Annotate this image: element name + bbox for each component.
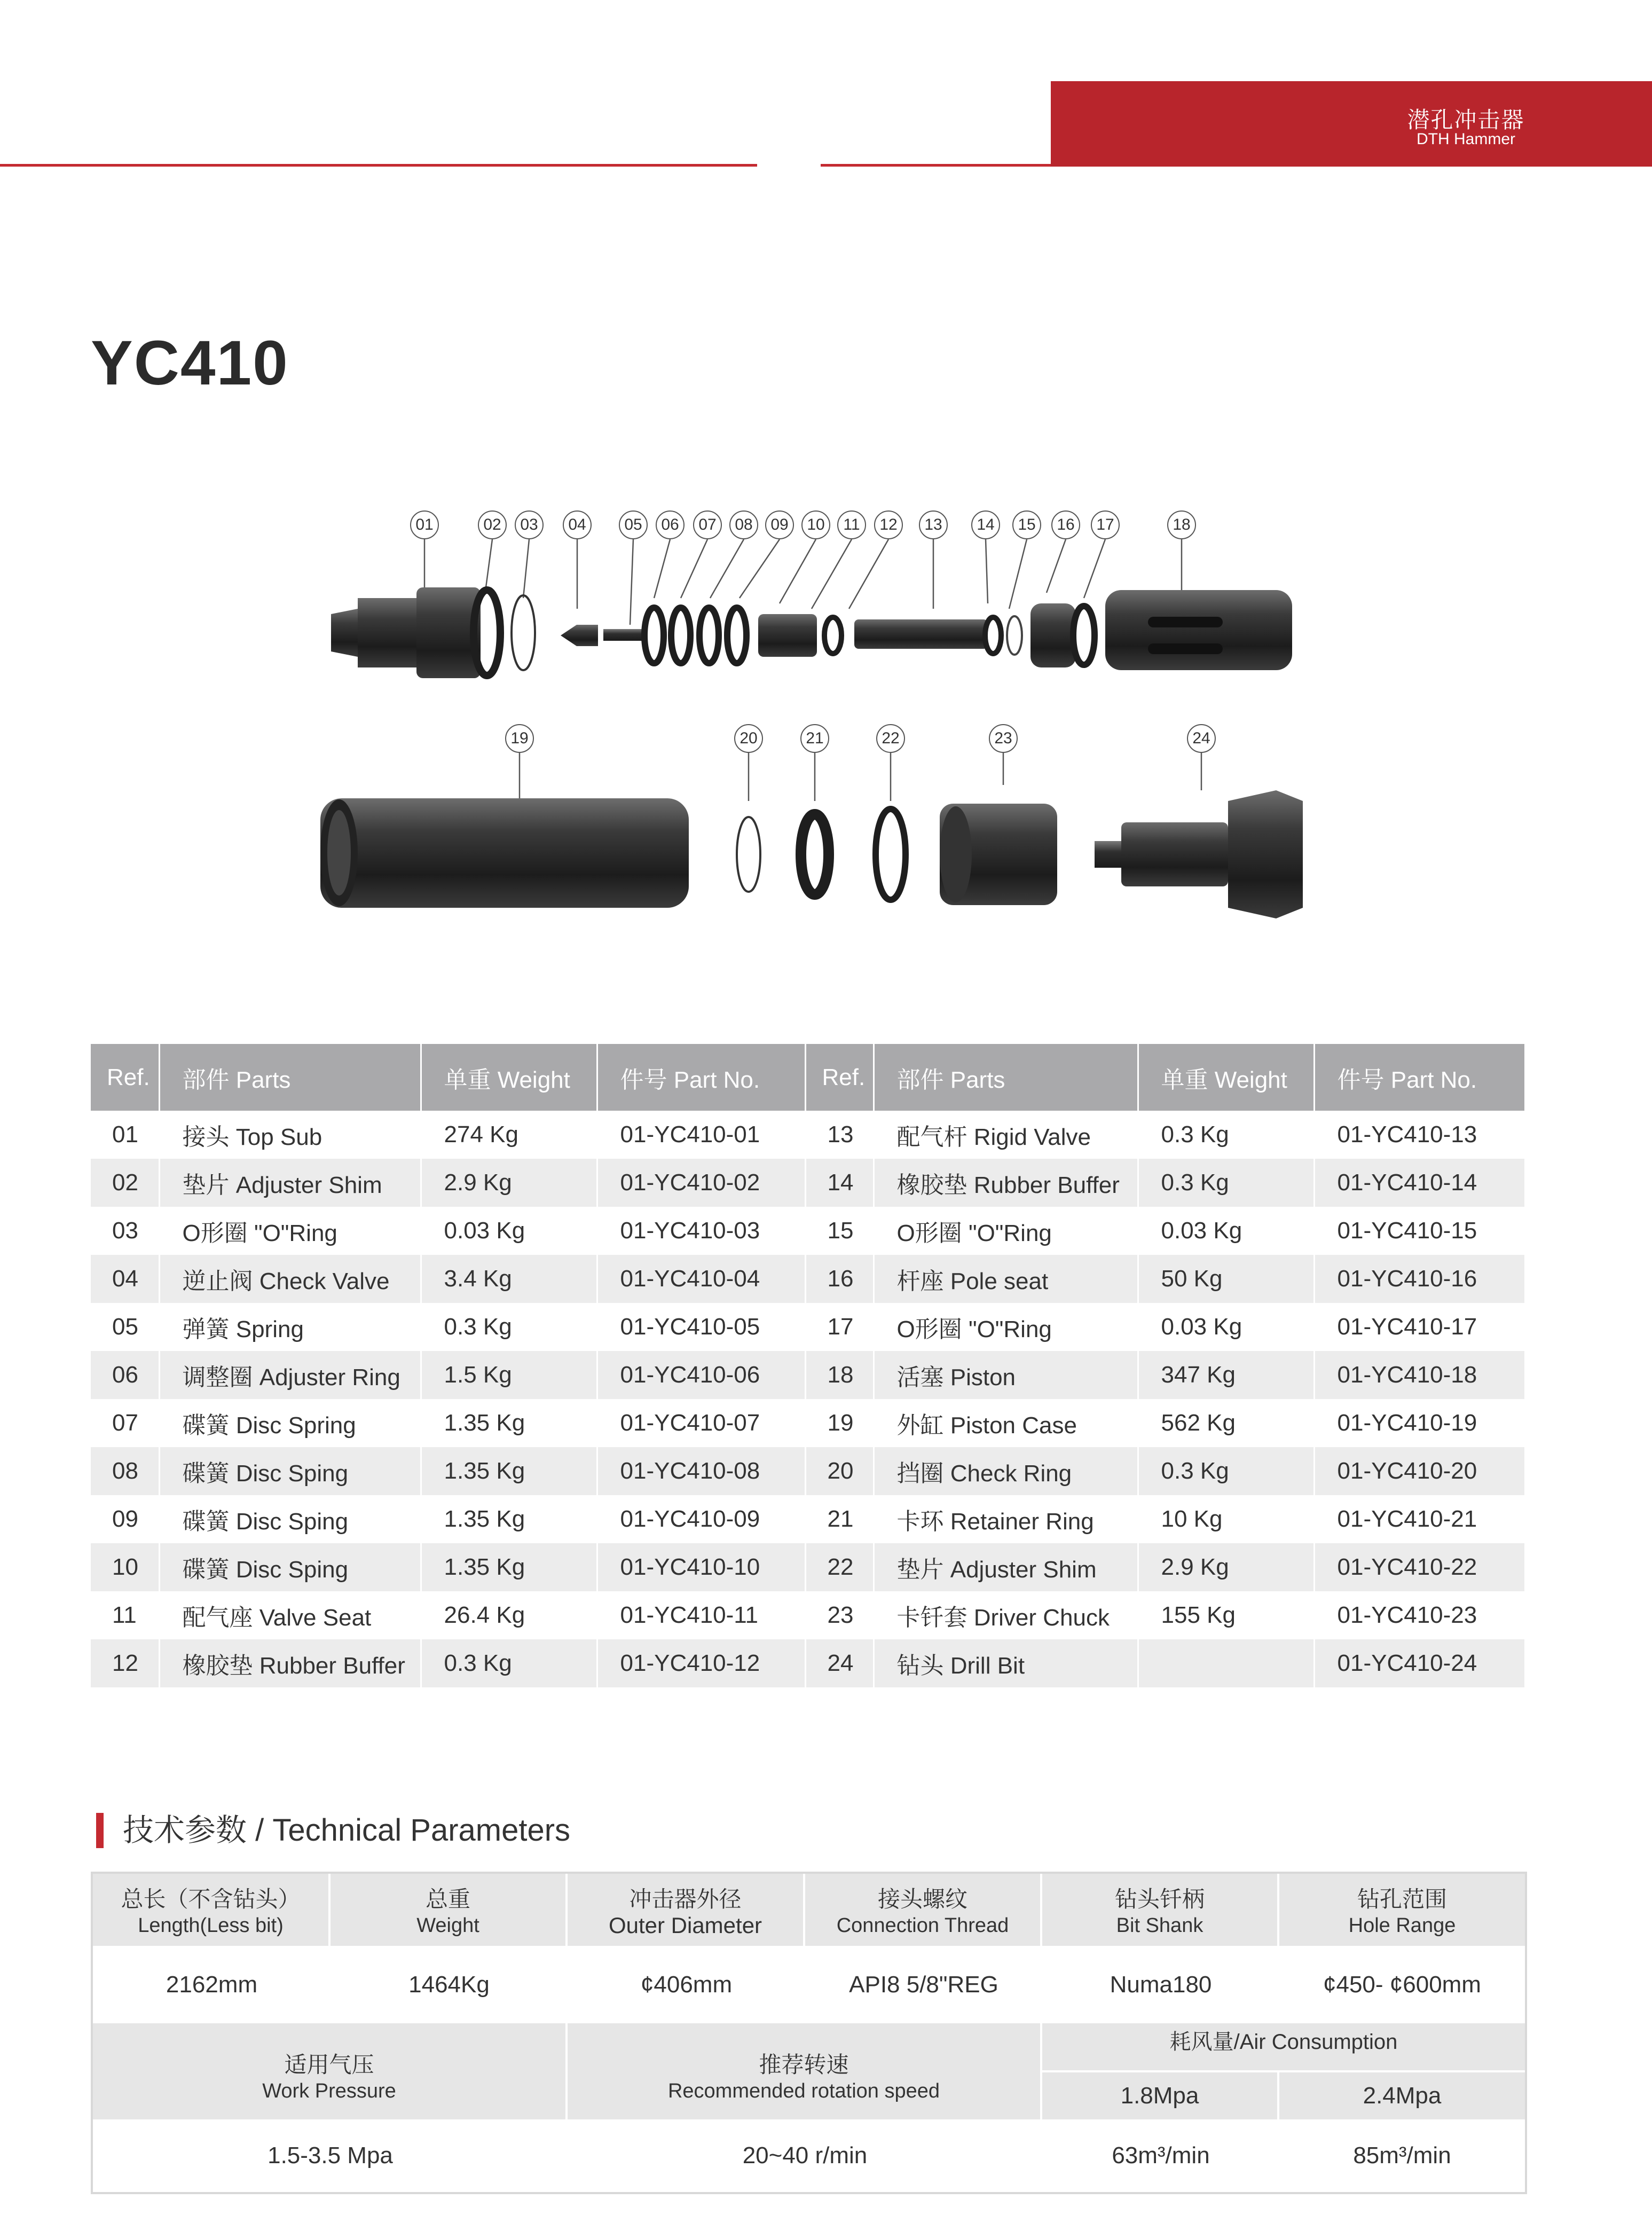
header-parts: 部件 Parts [159, 1044, 421, 1111]
param-thread-value [805, 1946, 1042, 2023]
part-name-cell: O形圈 "O"Ring [874, 1207, 1138, 1255]
param-air-title: 耗风量/Air Consumption [1169, 2030, 1398, 2054]
ref-cell: 11 [91, 1591, 159, 1639]
param-air-value-1 [1042, 2119, 1279, 2192]
param-air-pressure-1 [1042, 2072, 1277, 2119]
top-sub-part [331, 587, 481, 678]
tech-params-table [91, 1872, 1527, 2194]
param-pressure-header [93, 2023, 565, 2119]
drill-bit-part [1095, 790, 1303, 918]
part-no-cell: 01-YC410-13 [1314, 1111, 1525, 1159]
tech-section-title: 技术参数 / Technical Parameters [123, 1813, 571, 1848]
weight-cell [1138, 1639, 1314, 1687]
ref-cell: 03 [91, 1207, 159, 1255]
part-no-cell: 01-YC410-18 [1314, 1351, 1525, 1399]
weight-cell: 0.3 Kg [421, 1639, 597, 1687]
param-label-en: Bit Shank [1116, 1914, 1203, 1937]
value-text: 2162mm [166, 1971, 258, 1998]
value-text: 85m³/min [1353, 2142, 1451, 2169]
param-label-en: Connection Thread [836, 1914, 1009, 1937]
parts-table-row [91, 1159, 1525, 1207]
part-no-cell: 01-YC410-16 [1314, 1255, 1525, 1303]
param-label-cn: 推荐转速 [759, 2052, 849, 2077]
part-name-cell: 接头 Top Sub [159, 1111, 421, 1159]
callout-09: 09 [765, 510, 794, 539]
part-name-cell: 钻头 Drill Bit [874, 1639, 1138, 1687]
param-label-en: Recommended rotation speed [667, 2080, 940, 2102]
param-length-value [93, 1946, 331, 2023]
param-hole-range-header [1279, 1874, 1525, 1946]
ref-cell: 06 [91, 1351, 159, 1399]
ref-cell: 02 [91, 1159, 159, 1207]
part-name-cell: 碟簧 Disc Sping [159, 1447, 421, 1495]
value-text: ¢406mm [640, 1971, 733, 1998]
value-text: 1464Kg [408, 1971, 490, 1998]
parts-table-row [91, 1111, 1525, 1159]
callout-17: 17 [1091, 510, 1120, 539]
callout-21: 21 [800, 724, 829, 753]
piston-case-part [320, 798, 689, 908]
part-name-cell: 外缸 Piston Case [874, 1399, 1138, 1447]
weight-cell: 2.9 Kg [421, 1159, 597, 1207]
param-label-cn: 冲击器外径 [629, 1887, 742, 1912]
param-weight-header [331, 1874, 565, 1946]
exploded-parts-diagram [299, 502, 1367, 918]
part-name-cell: 调整圈 Adjuster Ring [159, 1351, 421, 1399]
part-name-cell: 橡胶垫 Rubber Buffer [874, 1159, 1138, 1207]
weight-cell: 0.03 Kg [1138, 1207, 1314, 1255]
param-diameter-value [568, 1946, 805, 2023]
part-no-cell: 01-YC410-06 [597, 1351, 805, 1399]
ref-cell: 20 [805, 1447, 874, 1495]
part-name-cell: 弹簧 Spring [159, 1303, 421, 1351]
part-name-cell: 碟簧 Disc Spring [159, 1399, 421, 1447]
part-name-cell: 卡钎套 Driver Chuck [874, 1591, 1138, 1639]
callout-11: 11 [837, 510, 866, 539]
weight-cell: 0.3 Kg [1138, 1111, 1314, 1159]
parts-table [91, 1044, 1526, 1687]
weight-cell: 1.5 Kg [421, 1351, 597, 1399]
header-part-no: 件号 Part No. [597, 1044, 805, 1111]
ref-cell: 19 [805, 1399, 874, 1447]
weight-cell: 274 Kg [421, 1111, 597, 1159]
callout-06: 06 [656, 510, 685, 539]
ref-cell: 13 [805, 1111, 874, 1159]
callout-14: 14 [971, 510, 1000, 539]
ref-cell: 09 [91, 1495, 159, 1543]
part-name-cell: 卡环 Retainer Ring [874, 1495, 1138, 1543]
parts-table-row [91, 1207, 1525, 1255]
callout-20: 20 [734, 724, 763, 753]
callout-01: 01 [410, 510, 439, 539]
value-text: ¢450- ¢600mm [1323, 1971, 1481, 1998]
parts-table-header [91, 1044, 1525, 1111]
parts-table-row [91, 1447, 1525, 1495]
param-diameter-header [568, 1874, 803, 1946]
callout-04: 04 [563, 510, 592, 539]
parts-illustration [299, 502, 1367, 918]
callout-10: 10 [801, 510, 830, 539]
part-name-cell: O形圈 "O"Ring [874, 1303, 1138, 1351]
part-no-cell: 01-YC410-14 [1314, 1159, 1525, 1207]
part-no-cell: 01-YC410-22 [1314, 1543, 1525, 1591]
ref-cell: 10 [91, 1543, 159, 1591]
ref-cell: 18 [805, 1351, 874, 1399]
ref-cell: 14 [805, 1159, 874, 1207]
part-name-cell: 杆座 Pole seat [874, 1255, 1138, 1303]
param-label-en: Length(Less bit) [138, 1914, 284, 1937]
param-rotation-header [568, 2023, 1040, 2119]
weight-cell: 0.03 Kg [421, 1207, 597, 1255]
param-label-en: Outer Diameter [608, 1913, 762, 1938]
ref-cell: 16 [805, 1255, 874, 1303]
parts-table-row [91, 1495, 1525, 1543]
param-hole-range-value [1279, 1946, 1525, 2023]
part-no-cell: 01-YC410-11 [597, 1591, 805, 1639]
weight-cell: 26.4 Kg [421, 1591, 597, 1639]
part-no-cell: 01-YC410-10 [597, 1543, 805, 1591]
ref-cell: 22 [805, 1543, 874, 1591]
part-name-cell: 垫片 Adjuster Shim [874, 1543, 1138, 1591]
weight-cell: 2.9 Kg [1138, 1543, 1314, 1591]
part-no-cell: 01-YC410-12 [597, 1639, 805, 1687]
header-title-en: DTH Hammer [1417, 130, 1515, 148]
part-name-cell: 垫片 Adjuster Shim [159, 1159, 421, 1207]
parts-table-row [91, 1351, 1525, 1399]
header-title-cn: 潜孔冲击器 [1407, 107, 1525, 132]
weight-cell: 1.35 Kg [421, 1399, 597, 1447]
header-rule-left [0, 164, 757, 167]
part-no-cell: 01-YC410-19 [1314, 1399, 1525, 1447]
callout-13: 13 [919, 510, 948, 539]
model-title: YC410 [91, 328, 289, 398]
ref-cell: 15 [805, 1207, 874, 1255]
weight-cell: 0.03 Kg [1138, 1303, 1314, 1351]
header-weight: 单重 Weight [1138, 1044, 1314, 1111]
part-name-cell: 橡胶垫 Rubber Buffer [159, 1639, 421, 1687]
header-rule-right [821, 164, 1051, 167]
param-thread-header [805, 1874, 1040, 1946]
header-parts: 部件 Parts [874, 1044, 1138, 1111]
ref-cell: 21 [805, 1495, 874, 1543]
part-name-cell: O形圈 "O"Ring [159, 1207, 421, 1255]
callout-12: 12 [874, 510, 903, 539]
param-label-cn: 钻头钎柄 [1114, 1887, 1205, 1912]
param-pressure-value [93, 2119, 568, 2192]
value-text: 63m³/min [1112, 2142, 1210, 2169]
part-name-cell: 配气杆 Rigid Valve [874, 1111, 1138, 1159]
part-no-cell: 01-YC410-04 [597, 1255, 805, 1303]
part-name-cell: 碟簧 Disc Sping [159, 1495, 421, 1543]
part-no-cell: 01-YC410-24 [1314, 1639, 1525, 1687]
weight-cell: 3.4 Kg [421, 1255, 597, 1303]
param-length-header [93, 1874, 328, 1946]
part-no-cell: 01-YC410-01 [597, 1111, 805, 1159]
value-text: API8 5/8"REG [849, 1971, 998, 1998]
part-no-cell: 01-YC410-15 [1314, 1207, 1525, 1255]
part-no-cell: 01-YC410-09 [597, 1495, 805, 1543]
callout-03: 03 [515, 510, 544, 539]
ref-cell: 05 [91, 1303, 159, 1351]
part-name-cell: 碟簧 Disc Sping [159, 1543, 421, 1591]
param-label-cn: 适用气压 [284, 2052, 374, 2077]
ref-cell: 24 [805, 1639, 874, 1687]
parts-table-row [91, 1255, 1525, 1303]
param-label-cn: 钻孔范围 [1357, 1887, 1447, 1912]
callout-02: 02 [478, 510, 507, 539]
header-weight: 单重 Weight [421, 1044, 597, 1111]
header-ref: Ref. [805, 1044, 874, 1111]
param-shank-value [1042, 1946, 1279, 2023]
parts-table-row [91, 1591, 1525, 1639]
param-air-pressure-2 [1279, 2072, 1525, 2119]
part-no-cell: 01-YC410-03 [597, 1207, 805, 1255]
callout-16: 16 [1051, 510, 1080, 539]
weight-cell: 347 Kg [1138, 1351, 1314, 1399]
part-name-cell: 配气座 Valve Seat [159, 1591, 421, 1639]
callout-19: 19 [505, 724, 534, 753]
weight-cell: 0.3 Kg [1138, 1447, 1314, 1495]
part-no-cell: 01-YC410-07 [597, 1399, 805, 1447]
param-label-cn: 总长（不含钻头） [121, 1887, 301, 1912]
part-no-cell: 01-YC410-02 [597, 1159, 805, 1207]
callout-07: 07 [693, 510, 722, 539]
ref-cell: 23 [805, 1591, 874, 1639]
header-category-tag [1051, 81, 1652, 167]
ref-cell: 01 [91, 1111, 159, 1159]
parts-table-row [91, 1639, 1525, 1687]
leader-lines [424, 539, 1201, 801]
value-text: 2.4Mpa [1363, 2083, 1442, 2109]
header-ref: Ref. [91, 1044, 159, 1111]
param-label-en: Hole Range [1348, 1914, 1456, 1937]
piston-part [1105, 590, 1292, 670]
callout-18: 18 [1167, 510, 1196, 539]
part-no-cell: 01-YC410-17 [1314, 1303, 1525, 1351]
weight-cell: 1.35 Kg [421, 1495, 597, 1543]
value-text: 20~40 r/min [742, 2142, 868, 2169]
parts-table-row [91, 1543, 1525, 1591]
callout-22: 22 [876, 724, 905, 753]
param-air-header [1042, 2023, 1525, 2070]
weight-cell: 562 Kg [1138, 1399, 1314, 1447]
value-text: 1.8Mpa [1120, 2083, 1199, 2109]
weight-cell: 155 Kg [1138, 1591, 1314, 1639]
parts-table-row [91, 1303, 1525, 1351]
part-no-cell: 01-YC410-20 [1314, 1447, 1525, 1495]
part-no-cell: 01-YC410-08 [597, 1447, 805, 1495]
parts-table-body [91, 1111, 1525, 1687]
weight-cell: 50 Kg [1138, 1255, 1314, 1303]
driver-chuck-part [940, 804, 1057, 905]
callout-05: 05 [619, 510, 648, 539]
value-text: Numa180 [1110, 1971, 1212, 1998]
ref-cell: 07 [91, 1399, 159, 1447]
part-no-cell: 01-YC410-21 [1314, 1495, 1525, 1543]
part-name-cell: 挡圈 Check Ring [874, 1447, 1138, 1495]
parts-table-row [91, 1399, 1525, 1447]
part-no-cell: 01-YC410-23 [1314, 1591, 1525, 1639]
ref-cell: 12 [91, 1639, 159, 1687]
part-name-cell: 逆止阀 Check Valve [159, 1255, 421, 1303]
param-label-cn: 接头螺纹 [877, 1887, 967, 1912]
callout-24: 24 [1187, 724, 1216, 753]
callout-23: 23 [989, 724, 1018, 753]
callout-15: 15 [1012, 510, 1041, 539]
header-part-no: 件号 Part No. [1314, 1044, 1525, 1111]
weight-cell: 1.35 Kg [421, 1543, 597, 1591]
part-name-cell: 活塞 Piston [874, 1351, 1138, 1399]
weight-cell: 10 Kg [1138, 1495, 1314, 1543]
heading-accent-bar [96, 1813, 104, 1848]
callout-08: 08 [729, 510, 758, 539]
weight-cell: 1.35 Kg [421, 1447, 597, 1495]
param-air-value-2 [1279, 2119, 1525, 2192]
param-label-en: Work Pressure [262, 2080, 396, 2102]
param-weight-value [331, 1946, 568, 2023]
ref-cell: 08 [91, 1447, 159, 1495]
param-rotation-value [568, 2119, 1042, 2192]
weight-cell: 0.3 Kg [421, 1303, 597, 1351]
param-shank-header [1042, 1874, 1277, 1946]
param-label-en: Weight [416, 1914, 479, 1937]
ref-cell: 04 [91, 1255, 159, 1303]
ref-cell: 17 [805, 1303, 874, 1351]
param-label-cn: 总重 [425, 1887, 470, 1912]
weight-cell: 0.3 Kg [1138, 1159, 1314, 1207]
value-text: 1.5-3.5 Mpa [268, 2142, 393, 2169]
part-no-cell: 01-YC410-05 [597, 1303, 805, 1351]
